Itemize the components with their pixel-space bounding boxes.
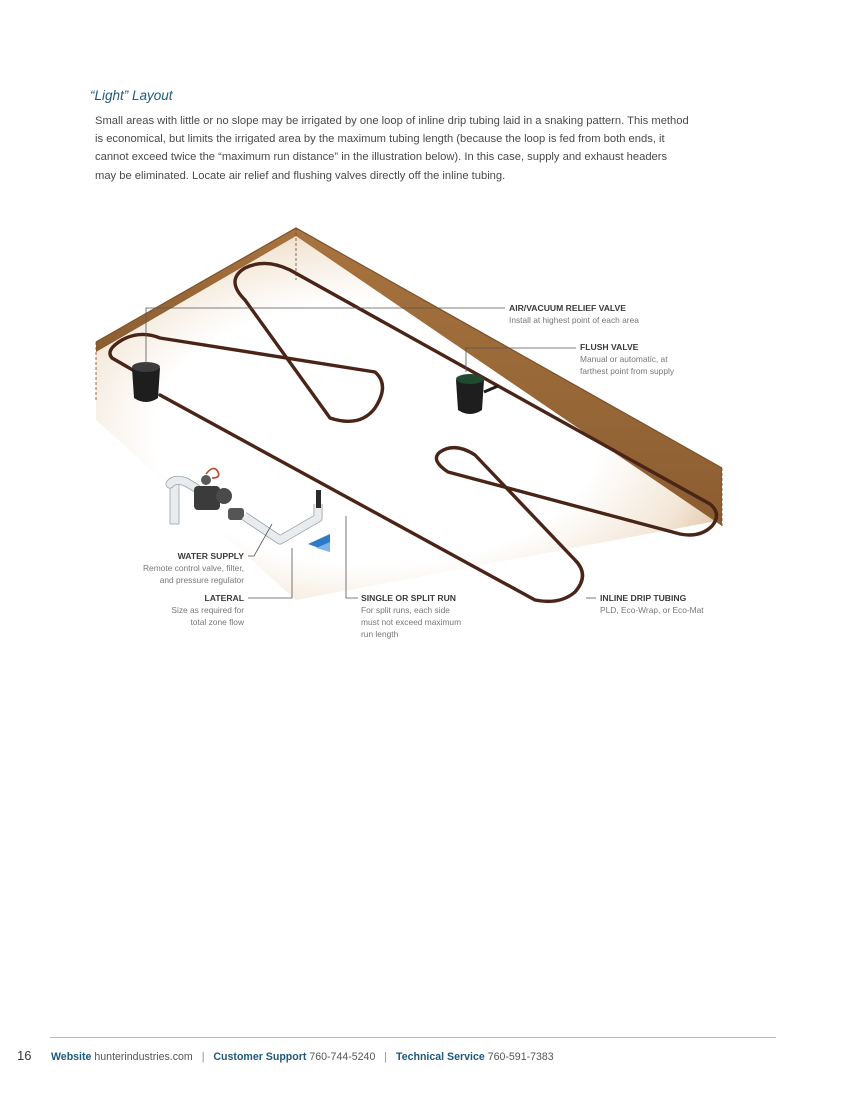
label-text: Remote control valve, filter, (142, 563, 244, 573)
footer-separator: | (384, 1051, 388, 1063)
website-label: Website (51, 1051, 92, 1063)
body-line: Small areas with little or no slope may be irrigated by one loop of inline drip tubing laid in a snaking pattern. This method (95, 115, 689, 127)
section-title: “Light” Layout (90, 88, 173, 103)
label-lateral (171, 593, 245, 627)
tech-service-label: Technical Service (396, 1051, 485, 1063)
body-line: cannot exceed twice the “maximum run distance” in the illustration below). In this case, supply and exhaust headers (95, 151, 668, 164)
support-phone: 760-744-5240 (309, 1051, 376, 1063)
body-line: is economical, but limits the irrigated area by the maximum tubing length (because the loop is fed from both ends, it (95, 133, 665, 146)
air-vacuum-relief-valve (132, 362, 160, 402)
label-title: AIR/VACUUM RELIEF VALVE (509, 303, 626, 313)
label-single-split-run (361, 593, 461, 639)
label-text: total zone flow (190, 617, 244, 627)
label-text: farthest point from supply (580, 366, 675, 376)
label-text: Size as required for (171, 605, 244, 615)
label-flush-valve (580, 342, 675, 376)
body-line: may be eliminated. Locate air relief and flushing valves directly off the inline tubing. (95, 169, 506, 182)
label-title: LATERAL (204, 593, 244, 603)
label-text: and pressure regulator (159, 575, 244, 585)
footer-contacts (51, 1051, 554, 1063)
label-title: FLUSH VALVE (580, 342, 639, 352)
support-label: Customer Support (213, 1051, 307, 1063)
label-text: For split runs, each side (361, 605, 450, 615)
label-text: Install at highest point of each area (509, 315, 639, 325)
label-air-relief (509, 303, 639, 325)
soil-area (96, 228, 722, 600)
label-text: Manual or automatic, at (580, 354, 668, 364)
label-text: must not exceed maximum (361, 617, 462, 627)
label-title: SINGLE OR SPLIT RUN (361, 593, 457, 603)
footer-divider (50, 1037, 776, 1038)
label-title: WATER SUPPLY (177, 551, 244, 561)
page-number: 16 (17, 1048, 32, 1063)
label-text: PLD, Eco-Wrap, or Eco-Mat (600, 605, 704, 615)
label-text: run length (361, 629, 399, 639)
tech-service-phone: 760-591-7383 (487, 1051, 554, 1063)
footer-separator: | (201, 1051, 205, 1063)
website-link[interactable]: hunterindustries.com (94, 1051, 193, 1063)
label-inline-drip-tubing (600, 593, 704, 615)
label-title: INLINE DRIP TUBING (600, 593, 687, 603)
label-water-supply (143, 551, 244, 585)
